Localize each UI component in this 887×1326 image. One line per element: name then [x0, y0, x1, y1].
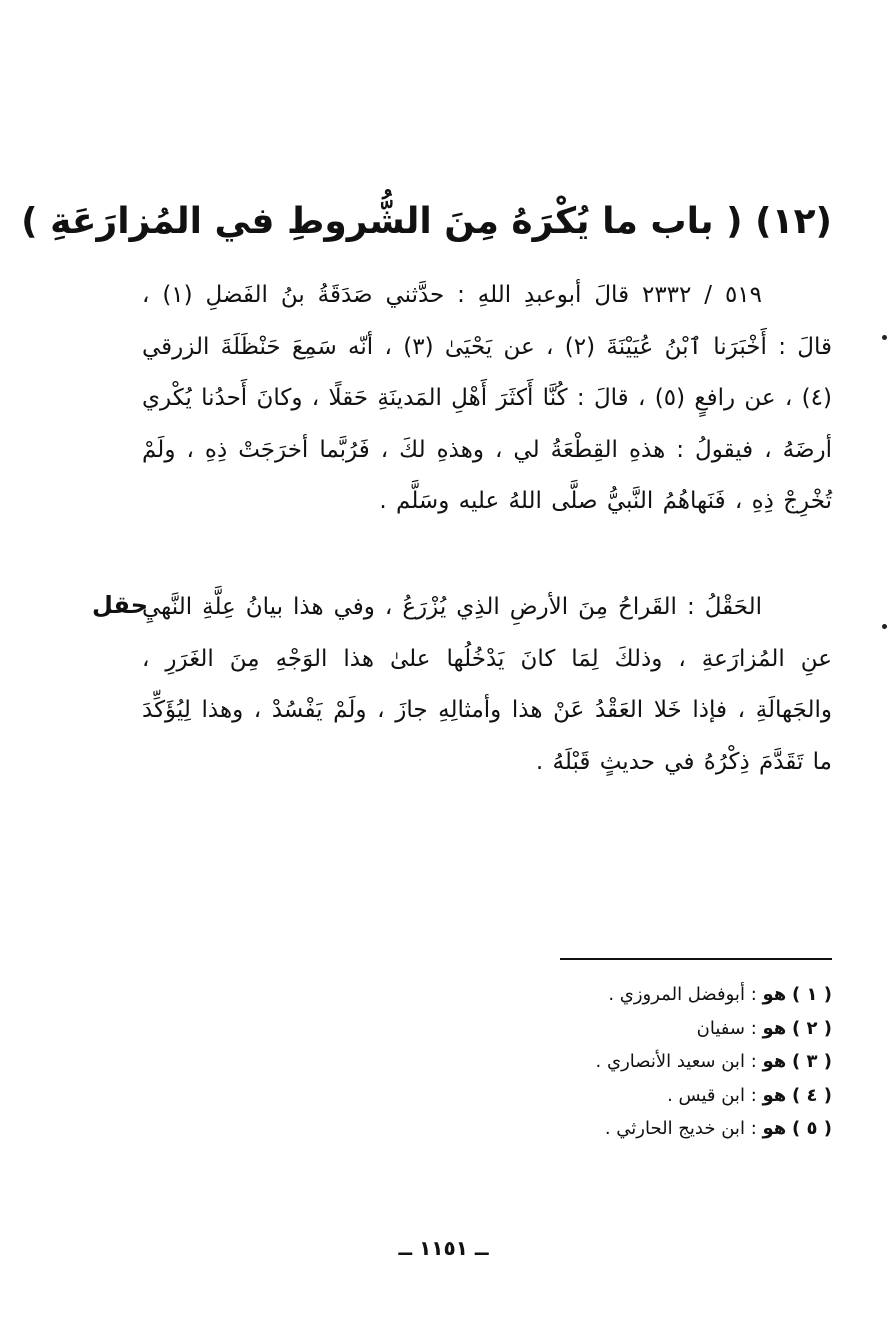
footnote-item [432, 1112, 832, 1146]
footnote-number: ( ١ ) [792, 984, 832, 1005]
footnote-item [432, 978, 832, 1012]
footnote-separator-colon: : [750, 1051, 757, 1072]
hadith-paragraph: ٥١٩ / ٢٣٣٢ قالَ أبوعبدِ اللهِ : حدَّثني صَدَقَةُ بنُ الفَضلِ (١) ، قالَ : أَخْبَرَنا ٱبْنُ عُيَيْنَةَ (٢) ، عن يَحْيَىٰ (٣) ، أنّه سَمِعَ حَنْظَلَةَ الزرقي (٤) ، عن رافعٍ (٥) ، قالَ : كُنَّا أَكثَرَ أَهْلِ المَدينَةِ حَقلًا ، وكانَ أَحدُنا يُكْري أرضَهُ ، فيقولُ : هذهِ القِطْعَةُ لي ، وهذهِ لكَ ، فَرُبَّما أخرَجَتْ ذِهِ ، ولَمْ تُخْرِجْ ذِهِ ، فَنَهاهُمُ النَّبيُّ صلَّى اللهُ عليه وسَلَّم . [142, 282, 832, 514]
footnote-pronoun: هو [762, 1051, 787, 1072]
footnote-pronoun: هو [762, 1084, 787, 1106]
footnote-separator-colon: : [750, 984, 757, 1005]
footnote-text: ابن قيس . [667, 1084, 745, 1106]
footnote-separator-colon: : [750, 1084, 757, 1106]
footnote-separator [560, 958, 832, 960]
footnote-pronoun: هو [762, 1118, 787, 1139]
footnote-text: سفيان [696, 1017, 745, 1039]
footnotes-list [432, 978, 832, 1146]
footnote-separator-colon: : [750, 1017, 757, 1039]
footnote-item [432, 1079, 832, 1113]
footnote-pronoun: هو [762, 1017, 787, 1039]
chapter-heading: (١٢) ( باب ما يُكْرَهُ مِنَ الشُّروطِ في المُزارَعَةِ ) [21, 201, 832, 242]
footnote-number: ( ٤ ) [792, 1084, 832, 1106]
margin-dot-mark [882, 624, 887, 629]
margin-keyword: حقل [92, 591, 148, 619]
footnote-item [432, 1012, 832, 1046]
page-number: ــ ١١٥١ ــ [398, 1236, 489, 1260]
margin-dot-mark [882, 335, 887, 340]
footnote-number: ( ٢ ) [792, 1017, 832, 1039]
footnote-number: ( ٣ ) [792, 1051, 832, 1072]
footnote-separator-colon: : [750, 1118, 757, 1139]
footnote-item [432, 1045, 832, 1079]
explanation-paragraph: الحَقْلُ : القَراحُ مِنَ الأرضِ الذِي يُزْرَعُ ، وفي هذا بيانُ عِلَّةِ النَّهيِ عنِ المُزارَعةِ ، وذلكَ لِمَا كانَ يَدْخُلُها علىٰ هذا الوَجْهِ مِنَ الغَرَرِ ، والجَهالَةِ ، فإذا خَلا العَقْدُ عَنْ هذا وأمثالِهِ جازَ ، ولَمْ يَفْسُدْ ، وهذا لِيُؤَكِّدَ ما تَقَدَّمَ ذِكْرُهُ في حديثٍ قَبْلَهُ . [142, 594, 832, 775]
footnote-text: ابن سعيد الأنصاري . [595, 1051, 745, 1072]
footnote-number: ( ٥ ) [792, 1118, 832, 1139]
footnote-text: ابن خديج الحارثي . [604, 1118, 745, 1139]
footnote-pronoun: هو [762, 984, 787, 1005]
footnote-text: أبوفضل المروزي . [608, 984, 745, 1005]
